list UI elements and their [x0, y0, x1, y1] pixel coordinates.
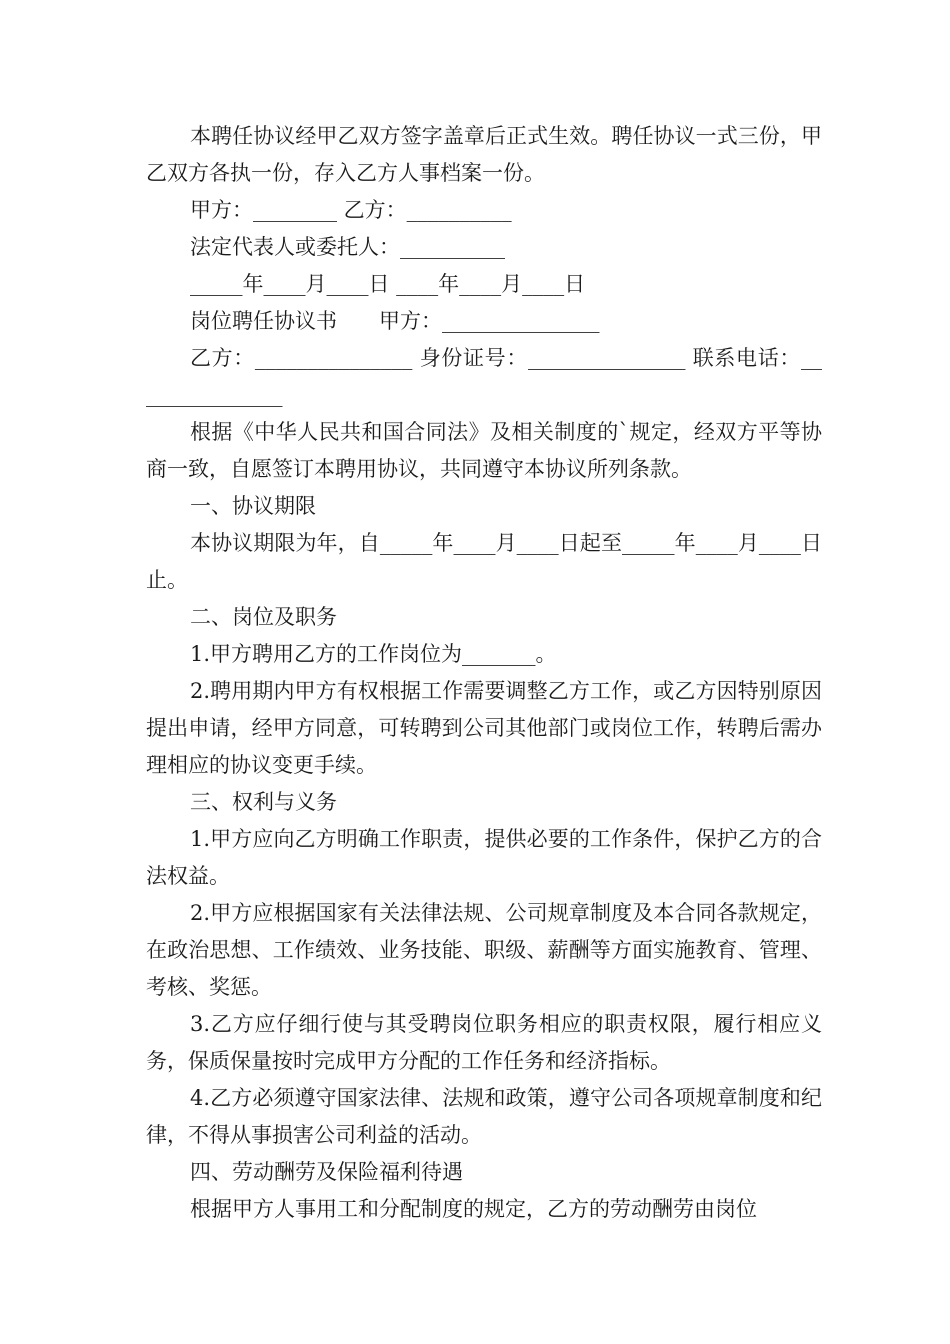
- clause-position-1: 1.甲方聘用乙方的工作岗位为_______。: [190, 642, 557, 666]
- section-heading-term: 一、协议期限: [190, 494, 316, 518]
- document-body: [146, 118, 822, 1228]
- agreement-title-line: 岗位聘任协议书 甲方：_______________: [190, 309, 600, 333]
- clause-rights-1: 1.甲方应向乙方明确工作职责，提供必要的工作条件，保护乙方的合法权益。: [146, 827, 822, 888]
- party-b-info-line: 乙方：_______________ 身份证号：_______________ 联系电话：_______________: [146, 346, 822, 407]
- paragraph-preamble: 根据《中华人民共和国合同法》及相关制度的`规定，经双方平等协商一致，自愿签订本聘用协议，共同遵守本协议所列条款。: [146, 420, 822, 481]
- signature-party-line: 甲方：________ 乙方：__________: [190, 198, 512, 222]
- paragraph-effectiveness: 本聘任协议经甲乙双方签字盖章后正式生效。聘任协议一式三份，甲乙双方各执一份，存入乙方人事档案一份。: [146, 124, 822, 185]
- clause-position-2: 2.聘用期内甲方有权根据工作需要调整乙方工作，或乙方因特别原因提出申请，经甲方同意，可转聘到公司其他部门或岗位工作，转聘后需办理相应的协议变更手续。: [146, 679, 822, 777]
- signature-date-line: _____年____月____日 ____年____月____日: [190, 272, 586, 296]
- clause-rights-2: 2.甲方应根据国家有关法律法规、公司规章制度及本合同各款规定，在政治思想、工作绩效、业务技能、职级、薪酬等方面实施教育、管理、考核、奖惩。: [146, 901, 822, 999]
- clause-rights-3: 3.乙方应仔细行使与其受聘岗位职务相应的职责权限，履行相应义务，保质保量按时完成甲方分配的工作任务和经济指标。: [146, 1012, 822, 1073]
- section-heading-position: 二、岗位及职务: [190, 605, 337, 629]
- clause-rights-4: 4.乙方必须遵守国家法律、法规和政策，遵守公司各项规章制度和纪律，不得从事损害公司利益的活动。: [146, 1086, 822, 1147]
- section-heading-rights: 三、权利与义务: [190, 790, 337, 814]
- signature-representative-line: 法定代表人或委托人：__________: [190, 235, 505, 259]
- section-heading-compensation: 四、劳动酬劳及保险福利待遇: [190, 1160, 463, 1184]
- paragraph-term: 本协议期限为年，自_____年____月____日起至_____年____月____日止。: [146, 531, 822, 592]
- paragraph-compensation: 根据甲方人事用工和分配制度的规定，乙方的劳动酬劳由岗位: [190, 1197, 757, 1221]
